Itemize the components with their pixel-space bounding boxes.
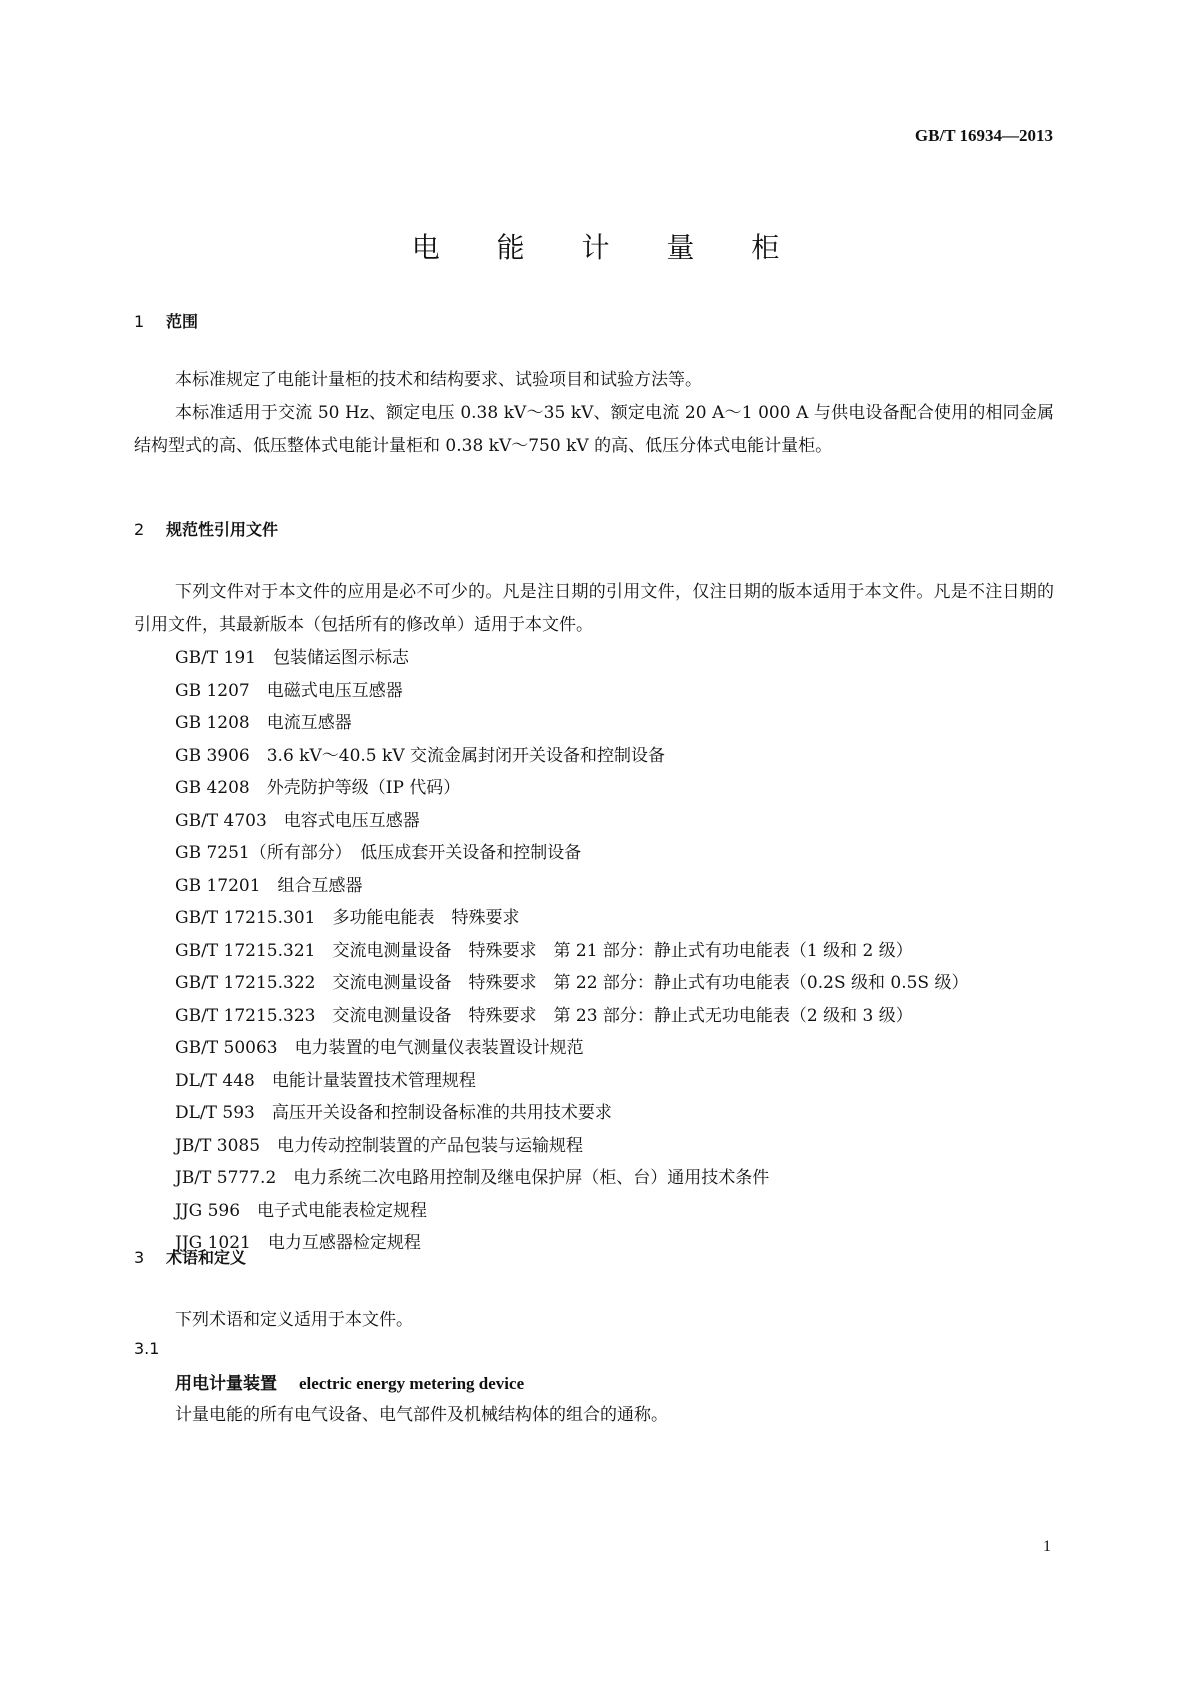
section-number: 2 [134, 520, 145, 539]
section-title: 术语和定义 [166, 1248, 247, 1267]
term-title [134, 1369, 1054, 1399]
document-title: 电 能 计 量 柜 [411, 231, 804, 264]
paragraph: 本标准规定了电能计量柜的技术和结构要求、试验项目和试验方法等。 [175, 370, 702, 390]
paragraph: 本标准适用于交流 50 Hz、额定电压 0.38 kV～35 kV、额定电流 20 A～1 000 A 与供电设备配合使用的相同金属结构型式的高、低压整体式电能计量柜和 0.38 kV～750 kV 的高、低压分体式电能计量柜。 [134, 403, 1054, 456]
section-heading [134, 310, 1054, 334]
section-title: 范围 [166, 312, 199, 331]
reference-item: GB/T 17215.321 交流电测量设备 特殊要求 第 21 部分：静止式有功电能表（1 级和 2 级） [175, 940, 913, 961]
section-heading [134, 518, 1054, 542]
term-definition: 计量电能的所有电气设备、电气部件及机械结构体的组合的通称。 [175, 1405, 668, 1425]
reference-item: GB/T 17215.322 交流电测量设备 特殊要求 第 22 部分：静止式有功电能表（0.2S 级和 0.5S 级） [175, 973, 969, 993]
paragraph: 下列术语和定义适用于本文件。 [175, 1310, 413, 1330]
reference-item: GB 17201 组合互感器 [175, 875, 363, 896]
reference-item: JJG 596 电子式电能表检定规程 [175, 1200, 428, 1221]
page-number: 1 [1043, 1538, 1051, 1555]
term-english: electric energy metering device [299, 1374, 525, 1393]
term-number: 3.1 [134, 1339, 160, 1358]
reference-item: JB/T 3085 电力传动控制装置的产品包装与运输规程 [175, 1135, 584, 1156]
reference-item: GB 1207 电磁式电压互感器 [175, 680, 403, 701]
section-normative-references [134, 518, 1054, 1260]
section-title: 规范性引用文件 [166, 520, 279, 539]
reference-item: GB/T 4703 电容式电压互感器 [175, 810, 420, 831]
reference-item: GB 4208 外壳防护等级（IP 代码） [175, 778, 461, 798]
reference-item: GB 3906 3.6 kV～40.5 kV 交流金属封闭开关设备和控制设备 [175, 745, 665, 766]
paragraph: 下列文件对于本文件的应用是必不可少的。凡是注日期的引用文件，仅注日期的版本适用于本文件。凡是不注日期的引用文件，其最新版本（包括所有的修改单）适用于本文件。 [134, 582, 1054, 635]
section-heading [134, 1246, 1054, 1270]
reference-item: DL/T 593 高压开关设备和控制设备标准的共用技术要求 [175, 1103, 612, 1123]
standard-number: GB/T 16934—2013 [914, 126, 1053, 145]
reference-item: JJG 1021 电力互感器检定规程 [175, 1233, 421, 1253]
reference-item: JB/T 5777.2 电力系统二次电路用控制及继电保护屏（柜、台）通用技术条件 [175, 1168, 770, 1188]
reference-item: GB/T 17215.301 多功能电能表 特殊要求 [175, 908, 520, 928]
section-number: 1 [134, 312, 145, 331]
reference-item: GB/T 17215.323 交流电测量设备 特殊要求 第 23 部分：静止式无功电能表（2 级和 3 级） [175, 1005, 913, 1026]
section-number: 3 [134, 1248, 145, 1267]
reference-item: GB 1208 电流互感器 [175, 713, 352, 733]
reference-item: GB/T 50063 电力装置的电气测量仪表装置设计规范 [175, 1038, 584, 1058]
reference-item: GB 7251（所有部分） 低压成套开关设备和控制设备 [175, 843, 582, 863]
reference-item: GB/T 191 包装储运图示标志 [175, 648, 409, 668]
reference-item: DL/T 448 电能计量装置技术管理规程 [175, 1070, 476, 1091]
term-chinese: 用电计量装置 [175, 1374, 277, 1394]
section-scope [134, 310, 1054, 463]
section-terms-definitions [134, 1246, 1054, 1432]
